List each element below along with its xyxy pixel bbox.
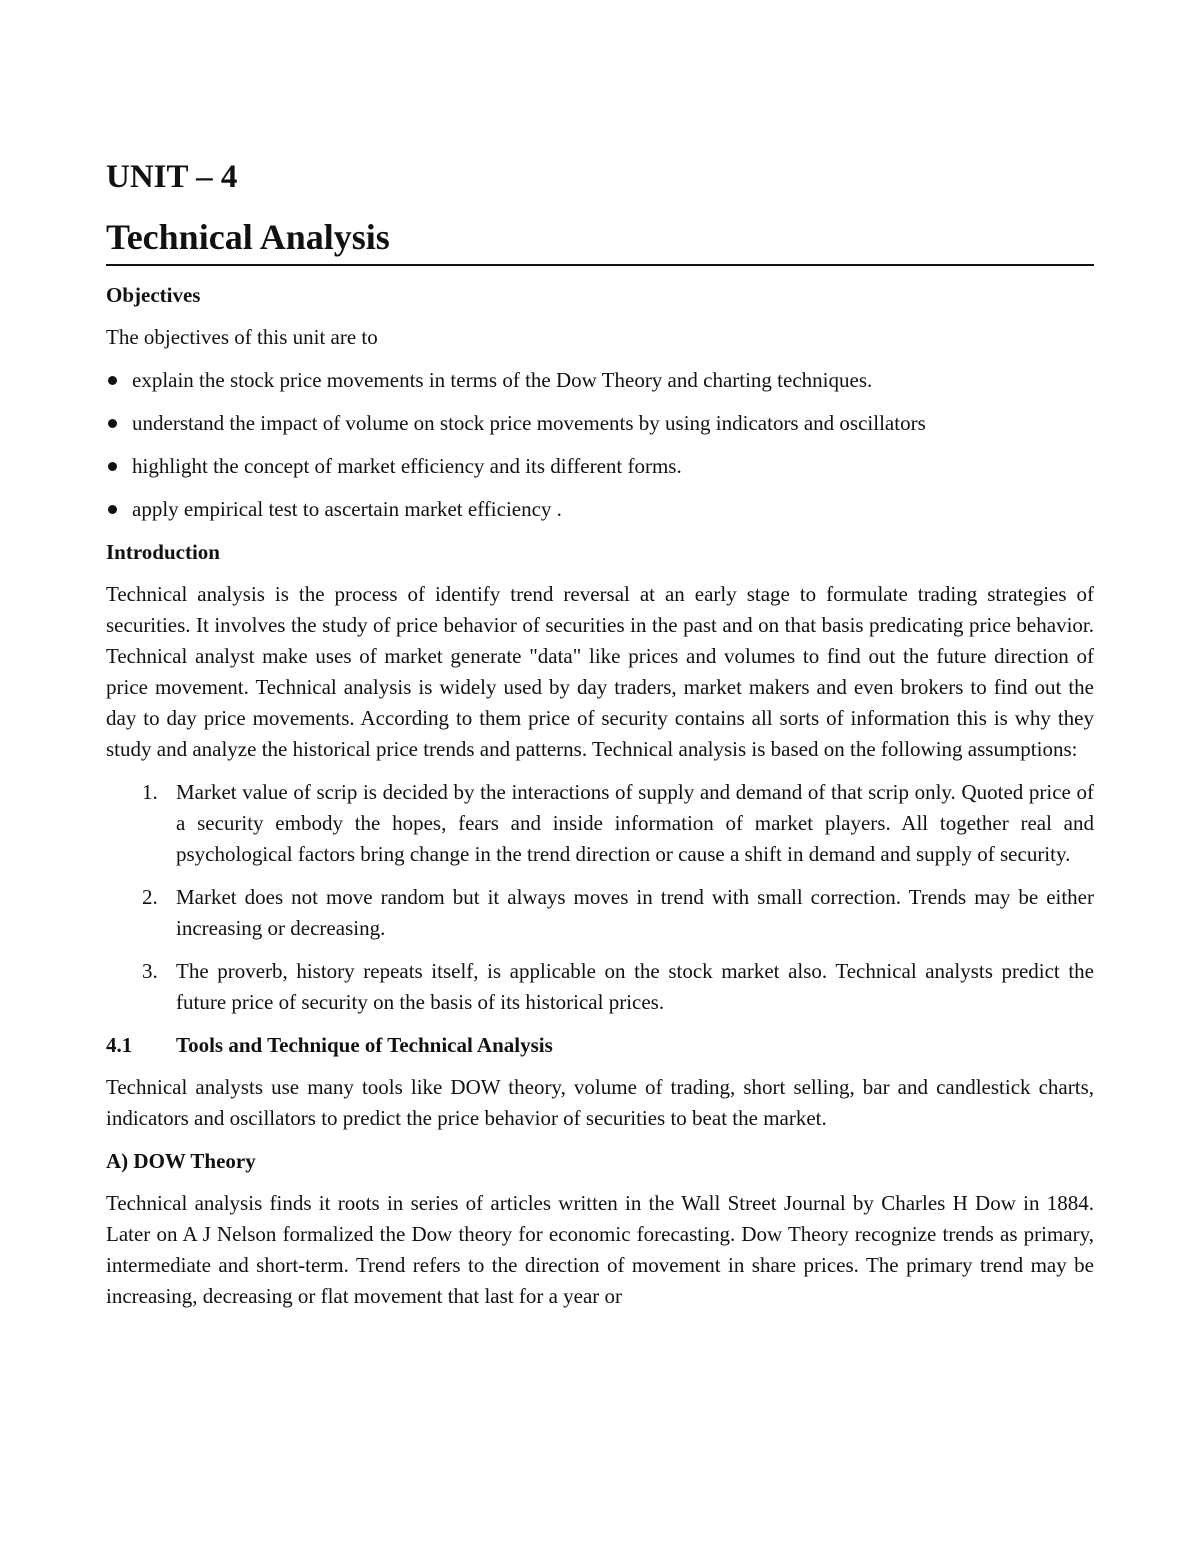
assumption-text: The proverb, history repeats itself, is applicable on the stock market also. Technical analysts predict the future price of security on the basis of its historical prices. <box>176 959 1094 1014</box>
assumption-item <box>106 956 1094 1018</box>
objective-text: understand the impact of volume on stock price movements by using indicators and oscillators <box>132 411 926 435</box>
bullet-icon <box>108 462 117 471</box>
objective-text: explain the stock price movements in terms of the Dow Theory and charting techniques. <box>132 368 873 392</box>
dow-theory-heading: A) DOW Theory <box>106 1149 256 1173</box>
objective-item <box>106 408 1094 439</box>
objective-text: apply empirical test to ascertain market efficiency . <box>132 497 562 521</box>
unit-title: UNIT – 4 <box>106 159 238 195</box>
section-4-1-heading <box>106 1030 1094 1060</box>
assumption-text: Market value of scrip is decided by the interactions of supply and demand of that scrip only. Quoted price of a security embody the hopes, fears and inside information of market players. All together real and psychological factors bring change in the trend direction or cause a shift in demand and supply of security. <box>176 780 1094 866</box>
objective-item <box>106 451 1094 482</box>
tools-paragraph: Technical analysts use many tools like DOW theory, volume of trading, short selling, bar and candlestick charts, indicators and oscillators to predict the price behavior of securities to beat the market. <box>106 1075 1094 1130</box>
introduction-paragraph: Technical analysis is the process of identify trend reversal at an early stage to formulate trading strategies of securities. It involves the study of price behavior of securities in the past and on that basis predicating price behavior. Technical analyst make uses of market generate "data" like prices and volumes to find out the future direction of price movement. Technical analysis is widely used by day traders, market makers and even brokers to find out the day to day price movements. According to them price of security contains all sorts of information this is why they study and analyze the historical price trends and patterns. Technical analysis is based on the following assumptions: <box>106 582 1094 761</box>
objectives-intro: The objectives of this unit are to <box>106 325 378 349</box>
assumption-number: 2. <box>142 885 158 909</box>
assumption-number: 3. <box>142 959 158 983</box>
objectives-heading: Objectives <box>106 283 201 307</box>
assumption-number: 1. <box>142 780 158 804</box>
dow-theory-paragraph: Technical analysis finds it roots in series of articles written in the Wall Street Journal by Charles H Dow in 1884. Later on A J Nelson formalized the Dow theory for economic forecasting. Dow Theory recognize trends as primary, intermediate and short-term. Trend refers to the direction of movement in share prices. The primary trend may be increasing, decreasing or flat movement that last for a year or <box>106 1191 1094 1308</box>
document-page <box>106 152 1094 1312</box>
objective-item <box>106 494 1094 525</box>
section-title: Tools and Technique of Technical Analysis <box>176 1033 553 1057</box>
objectives-list <box>106 365 1094 525</box>
objective-item <box>106 365 1094 396</box>
chapter-title: Technical Analysis <box>106 212 1094 266</box>
introduction-heading: Introduction <box>106 540 220 564</box>
bullet-icon <box>108 419 117 428</box>
section-number: 4.1 <box>106 1033 133 1057</box>
assumptions-list <box>106 777 1094 1018</box>
bullet-icon <box>108 376 117 385</box>
assumption-text: Market does not move random but it always moves in trend with small correction. Trends may be either increasing or decreasing. <box>176 885 1094 940</box>
bullet-icon <box>108 505 117 514</box>
assumption-item <box>106 882 1094 944</box>
assumption-item <box>106 777 1094 870</box>
objective-text: highlight the concept of market efficiency and its different forms. <box>132 454 682 478</box>
